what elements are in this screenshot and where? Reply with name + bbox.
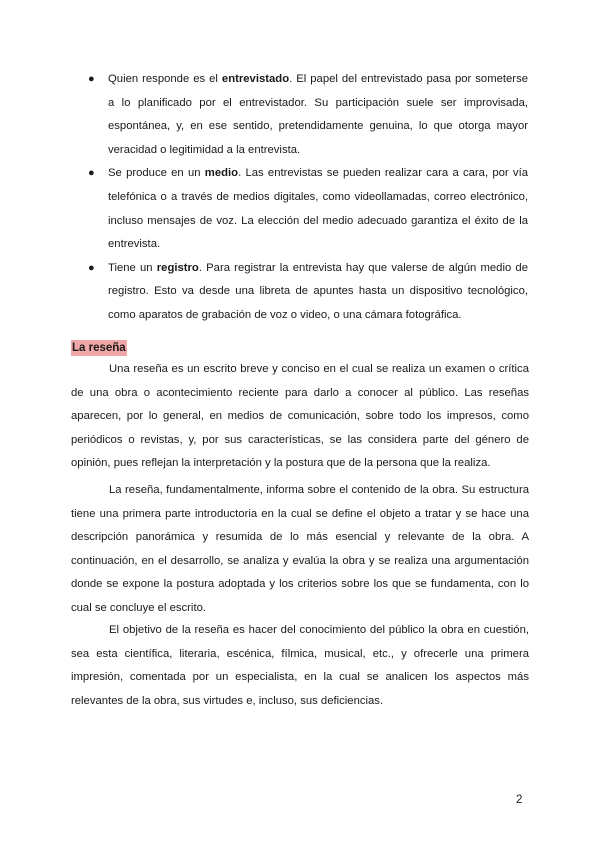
bullet-text: Tiene un registro. Para registrar la entrevista hay que valerse de algún medio de registro. Esto va desde una libreta de apuntes hasta un dispositivo tecnológico, como aparatos de grabación de voz o video, o una cámara fotográfica.	[108, 261, 528, 321]
paragraph-structure: La reseña, fundamentalmente, informa sobre el contenido de la obra. Su estructura tiene una primera parte introductoria en la cual se define el objeto a tratar y se hace una descripción panorámica y resumida de lo más esencial y relevante de la obra. A continuación, en el desarrollo, se analiza y evalúa la obra y se realiza una argumentación donde se expone la postura adoptada y los criterios sobre los que se fundamenta, con lo cual se concluye el escrito.	[71, 484, 529, 614]
page-number: 2	[516, 794, 523, 806]
paragraph-definition: Una reseña es un escrito breve y conciso en el cual se realiza un examen o crítica de una obra o acontecimiento reciente para darlo a conocer al público. Las reseñas aparecen, por lo general, en medios de comunicación, sobre todo los impresos, como periódicos o revistas, y, por sus características, se las considera parte del género de opinión, pues reflejan la interpretación y la postura que de la persona que la realiza.	[71, 363, 529, 470]
bold-term: medio	[204, 167, 239, 180]
bullet-dot-icon: ●	[88, 73, 95, 85]
bullet-item-medio	[88, 162, 528, 256]
bold-term: entrevistado	[221, 73, 290, 85]
bullet-list	[88, 68, 528, 328]
bullet-text: Se produce en un medio. Las entrevistas se pueden realizar cara a cara, por vía telefónica o a través de medios digitales, como videollamadas, correo electrónico, incluso mensajes de voz. La elección del medio adecuado garantiza el éxito de la entrevista.	[108, 167, 528, 251]
bullet-item-entrevistado	[88, 68, 528, 162]
bold-term: registro	[156, 261, 199, 274]
bullet-item-registro	[88, 257, 528, 328]
section-heading: La reseña	[72, 342, 126, 354]
bullet-text: Quien responde es el entrevistado. El papel del entrevistado pasa por someterse a lo planificado por el entrevistador. Su participación suele ser improvisada, espontánea, y, en ese sentido, pretendidamente genuina, lo que otorga mayor veracidad o legitimidad a la entrevista.	[108, 73, 529, 156]
bullet-dot-icon: ●	[88, 261, 95, 274]
paragraph-objective: El objetivo de la reseña es hacer del conocimiento del público la obra en cuestión, sea esta científica, literaria, escénica, fílmica, musical, etc., y ofrecerle una primera impresión, comentada por un especialista, en la cual se analicen los aspectos más relevantes de la obra, sus virtudes e, incluso, sus deficiencias.	[71, 624, 529, 707]
bullet-dot-icon: ●	[88, 167, 95, 180]
